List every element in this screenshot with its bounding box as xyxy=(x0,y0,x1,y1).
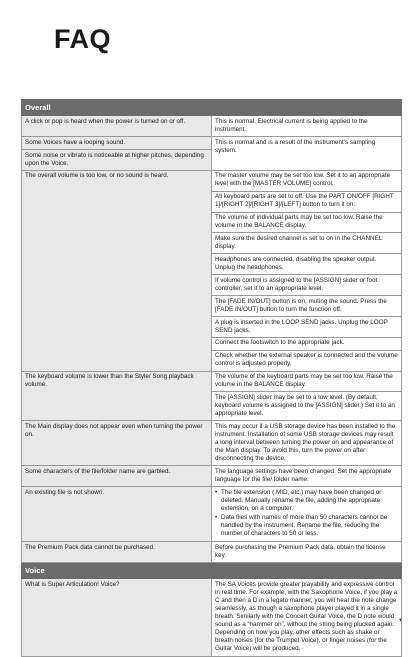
answer: Connect the footswitch to the appropriate jack. xyxy=(212,337,402,350)
answer: If volume control is assigned to the [ASSIGN] slider or foot controller, set it to an appropriate level. xyxy=(212,275,402,296)
answer: Make sure the desired channel is set to on in the CHANNEL display. xyxy=(212,233,402,254)
answer xyxy=(212,487,402,542)
section-title: Overall xyxy=(22,100,402,116)
answer: Check whether the external speaker is connected and the volume control is adjusted properly. xyxy=(212,350,402,371)
faq-row xyxy=(22,466,402,487)
faq-row xyxy=(22,421,402,466)
answer: Before purchasing the Premium Pack data, obtain the license key. xyxy=(212,542,402,563)
section-header-voice xyxy=(22,563,402,579)
section-header-overall xyxy=(22,100,402,116)
answer: Headphones are connected, disabling the speaker output. Unplug the headphones. xyxy=(212,254,402,275)
answer: The language settings have been changed. Set the appropriate language for the file/ folder name. xyxy=(212,466,402,487)
answer: The SA Voices provide greater playability and expressive control in real time. For example, with the Saxophone Voice, if you play a C and then a D in a legato manner, you will hear the note change seamlessly, as though a saxophone player played it in a single breath. Similarly with the Concert Guitar Voice, the D note would sound as a “hammer on”, without the string being plucked again. Depending on how you play, other effects such as shake or breath noises (for the Trumpet Voice), or finger noises (for the Guitar Voice) will be produced. xyxy=(212,579,402,656)
faq-row xyxy=(22,137,402,150)
bullet-item: • The file extension (.MID, etc.) may have been changed or deleted. Manually rename the file, adding the appropriate extension, on a computer. xyxy=(215,489,398,513)
answer: This is normal. Electrical current is being applied to the instrument. xyxy=(212,116,402,137)
question: An existing file is not shown. xyxy=(22,487,212,542)
faq-row xyxy=(22,116,402,137)
answer: The [ASSIGN] slider may be set to a low level. (By default, keyboard volume is assigned to the [ASSIGN] slider.) Set it to an appropriate level. xyxy=(212,392,402,421)
answer: A plug is inserted in the LOOP SEND jacks. Unplug the LOOP SEND jacks. xyxy=(212,316,402,337)
faq-row xyxy=(22,487,402,542)
question: The Main display does not appear even when turning the power on. xyxy=(22,421,212,466)
page-title: FAQ xyxy=(54,24,112,54)
question: The keyboard volume is lower than the Style/ Song playback volume. xyxy=(22,371,212,421)
answer: The volume of individual parts may be set too low. Raise the volume in the BALANCE display. xyxy=(212,212,402,233)
page-mark: , xyxy=(399,612,402,622)
answer: All keyboard parts are set to off. Use the PART ON/OFF [RIGHT 1]/[RIGHT 2]/[RIGHT 3]/[LEFT] button to turn it on. xyxy=(212,191,402,212)
faq-row xyxy=(22,579,402,656)
question: The overall volume is too low, or no sound is heard. xyxy=(22,170,212,371)
section-title: Voice xyxy=(22,563,402,579)
answer: The [FADE IN/OUT] button is on, muting the sound. Press the [FADE IN/OUT] button to turn the function off. xyxy=(212,296,402,317)
question: A click or pop is heard when the power is turned on or off. xyxy=(22,116,212,137)
question: Some characters of the file/folder name are garbled. xyxy=(22,466,212,487)
answer: This is normal and is a result of the instrument's sampling system. xyxy=(212,137,402,171)
question: The Premium Pack data cannot be purchased. xyxy=(22,542,212,563)
faq-row xyxy=(22,542,402,563)
faq-row xyxy=(22,170,402,191)
question: Some noise or vibrato is noticeable at higher pitches, depending upon the Voice. xyxy=(22,149,212,170)
answer-bullet-list xyxy=(215,489,398,538)
question: Some Voices have a looping sound. xyxy=(22,137,212,150)
answer: The master volume may be set too low. Set it to an appropriate level with the [MASTER VOLUME] control. xyxy=(212,170,402,191)
faq-row xyxy=(22,371,402,392)
question: What is Super Articulation! Voice? xyxy=(22,579,212,656)
answer: This may occur if a USB storage device has been installed to the instrument. Installation of some USB storage devices may result a long interval between turning the power on and appearance of the Main display. To avoid this, turn the power on after disconnecting the device. xyxy=(212,421,402,466)
bullet-item: • Data files with names of more than 50 characters cannot be handled by the instrument. Rename the file, reducing the number of characters to 50 or less. xyxy=(215,514,398,538)
answer: The volume of the keyboard parts may be set too low. Raise the volume in the BALANCE display. xyxy=(212,371,402,392)
faq-table xyxy=(21,99,402,657)
